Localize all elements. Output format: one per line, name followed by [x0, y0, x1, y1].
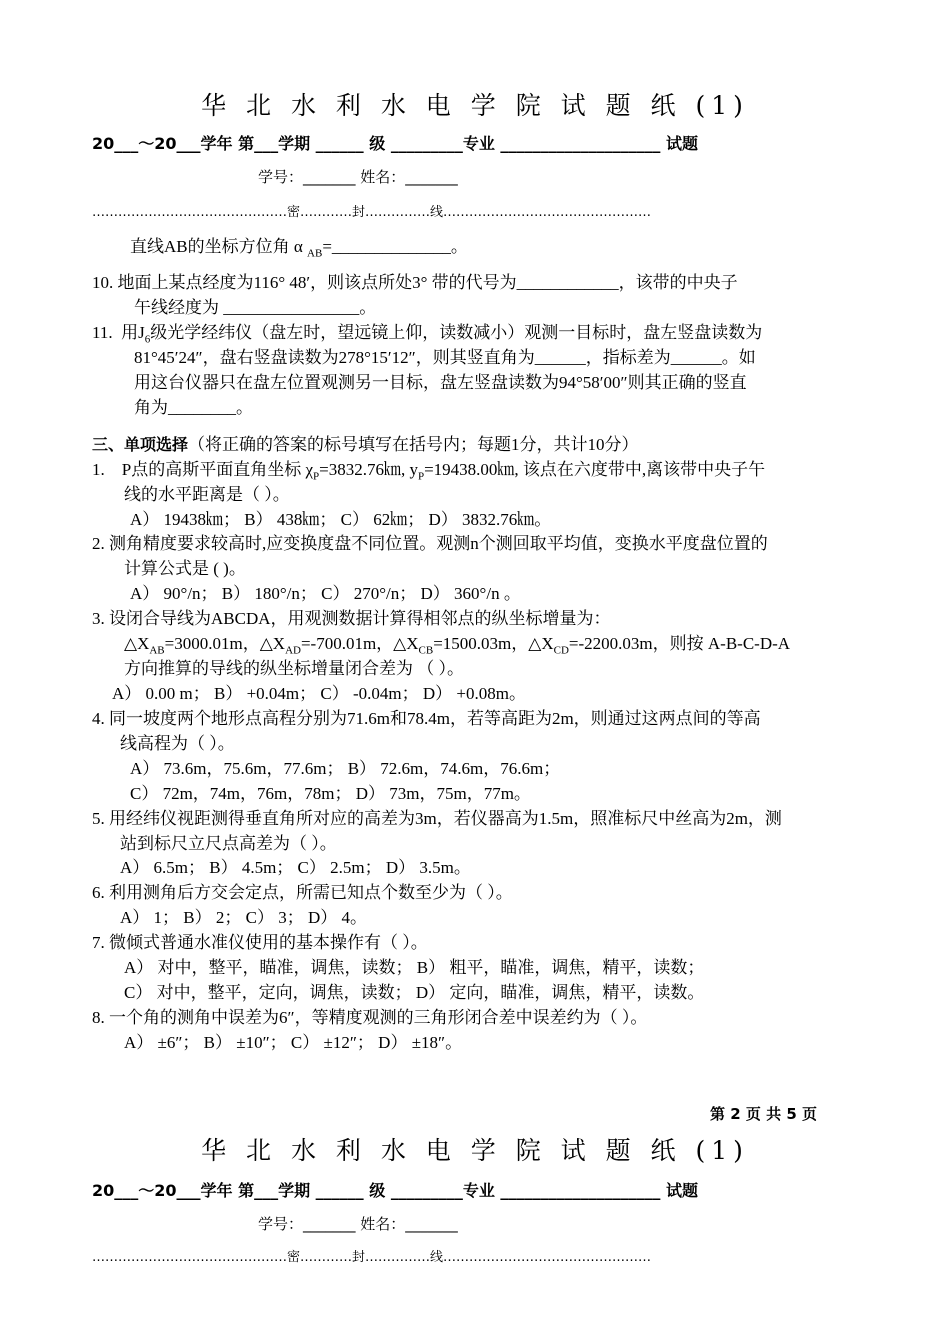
question-2-line2: 计算公式是 ( )。 [124, 559, 246, 578]
section-note: （将正确的答案的标号填写在括号内；每题1分，共计10分） [188, 435, 639, 454]
question-8-line1: 8. 一个角的测角中误差为6″，等精度观测的三角形闭合差中误差约为（ ）。 [92, 1008, 648, 1027]
question-3-line3: 方向推算的导线的纵坐标增量闭合差为 （ ）。 [124, 659, 464, 678]
question-3-line2: $\triangle X_{AB}=3000.01m$，$\triangle X_{AD}=-700.01m$，$\triangle X_{CB}=1500.03m$，$\triangle X_{CD}=-2200.03m$，则按 A-B-C-D-A [124, 634, 791, 657]
section-heading [92, 430, 639, 455]
question-5-line2: 站到标尺立尺点高差为（ ）。 [120, 834, 337, 853]
question-7-options-ab: A） 对中，整平，瞄准，调焦，读数； B） 粗平，瞄准，调焦，精平，读数； [124, 958, 705, 977]
question-5-options: A） 6.5m； B） 4.5m； C） 2.5m； D） 3.5m。 [120, 858, 471, 877]
seal-line-2: ………………………………………密…………封……………线………………………………………… [92, 1250, 651, 1265]
question-10-line2: 午线经度为 ________________。 [134, 298, 377, 317]
question-4-options-cd: C） 72m，74m，76m，78m； D） 73m，75m，77m。 [130, 784, 531, 803]
question-3-options: A） 0.00 m； B） +0.04m； C） -0.04m； D） +0.08m。 [112, 684, 526, 703]
question-1-line2: 线的水平距离是（ ）。 [124, 485, 290, 504]
question-11-line3: 用这台仪器只在盘左位置观测另一目标，盘左竖盘读数为94°58′00″则其正确的竖直 [134, 373, 747, 392]
question-7-line1: 7. 微倾式普通水准仪使用的基本操作有（ ）。 [92, 933, 428, 952]
question-11-line1: 11. 用$J_6$级光学经纬仪（盘左时，望远镜上仰，读数减小）观测一目标时，盘左竖盘读数为 [92, 323, 763, 346]
question-4-line1: 4. 同一坡度两个地形点高程分别为71.6m和78.4m，若等高距为2m，则通过这两点间的等高 [92, 709, 761, 728]
question-6-options: A） 1； B） 2； C） 3； D） 4。 [120, 908, 367, 927]
question-3-line1: 3. 设闭合导线为ABCDA，用观测数据计算得相邻点的纵坐标增量为： [92, 609, 611, 628]
question-6-line1: 6. 利用测角后方交会定点，所需已知点个数至少为（ ）。 [92, 883, 513, 902]
question-8-options: A） ±6″； B） ±10″； C） ±12″； D） ±18″。 [124, 1033, 463, 1052]
question-10-line1: 10. 地面上某点经度为116° 48′，则该点所处3° 带的代号为____________，该带的中央子 [92, 273, 738, 292]
continuation-line: 直线AB的坐标方位角 α $_{AB}$=______________。 [130, 237, 468, 260]
question-2-options: A） 90°/n； B） 180°/n； C） 270°/n； D） 360°/n 。 [130, 584, 521, 603]
seal-line: ………………………………………密…………封……………线………………………………………… [92, 205, 651, 220]
student-info-line: 学号：_______ 姓名：_______ [258, 168, 458, 186]
question-4-line2: 线高程为（ ）。 [120, 734, 235, 753]
page-title-2: 华 北 水 利 水 电 学 院 试 题 纸 (1) [201, 1136, 749, 1165]
section-title: 三、单项选择 [92, 435, 189, 454]
student-info-line-2: 学号：_______ 姓名：_______ [258, 1215, 458, 1233]
page-number: 第 2 页 共 5 页 [710, 1105, 817, 1123]
question-1-line1: 1. P点的高斯平面直角坐标 $\chi_P=3832.76㎞$, $y_P=19438.00㎞$, 该点在六度带中,离该带中央子午 [92, 460, 766, 483]
question-1-options: A） 19438㎞； B） 438㎞； C） 62㎞； D） 3832.76㎞。 [130, 510, 552, 529]
question-7-options-cd: C） 对中，整平，定向，调焦，读数； D） 定向，瞄准，调焦，精平，读数。 [124, 983, 705, 1002]
question-11-line2: 81°45′24″，盘右竖盘读数为278°15′12″，则其竖直角为______，指标差为______。如 [134, 348, 756, 367]
exam-header-line: 20___～20___学年 第___学期 ______ 级 _________专业 ____________________ 试题 [92, 134, 698, 153]
page-title: 华 北 水 利 水 电 学 院 试 题 纸 (1) [201, 91, 749, 120]
question-5-line1: 5. 用经纬仪视距测得垂直角所对应的高差为3m，若仪器高为1.5m，照准标尺中丝高为2m，测 [92, 809, 782, 828]
question-2-line1: 2. 测角精度要求较高时,应变换度盘不同位置。观测n个测回取平均值，变换水平度盘位置的 [92, 534, 768, 553]
question-11-line4: 角为________。 [134, 398, 253, 417]
question-4-options-ab: A） 73.6m，75.6m，77.6m； B） 72.6m，74.6m，76.6m； [130, 759, 561, 778]
exam-header-line-2: 20___～20___学年 第___学期 ______ 级 _________专业 ____________________ 试题 [92, 1181, 698, 1200]
